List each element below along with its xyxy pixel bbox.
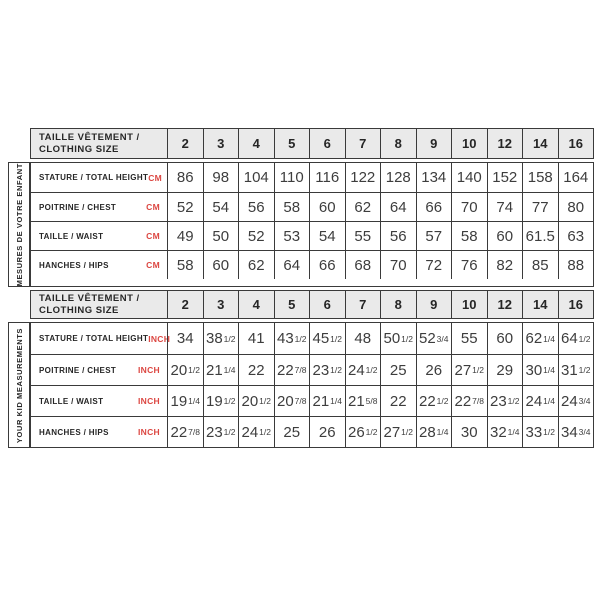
fraction: 1/2 (543, 427, 555, 438)
value-cell: 50 (203, 222, 239, 250)
value-cell: 122 (345, 163, 381, 192)
value-cell: 48 (345, 323, 381, 354)
value-cell: 41 (238, 323, 274, 354)
value-cell: 60 (309, 193, 345, 221)
cm-table (30, 162, 594, 287)
fraction: 1/4 (543, 365, 555, 376)
value-cell: 22 (380, 386, 416, 416)
value-cell: 62 1/4 (522, 323, 558, 354)
fraction: 1/4 (436, 427, 449, 438)
fraction: 7/8 (188, 427, 200, 438)
measurement-row (31, 163, 593, 192)
value-cell: 64 (380, 193, 416, 221)
measurement-row (31, 416, 593, 447)
value-cell: 61.5 (522, 222, 558, 250)
value-cell: 66 (309, 251, 345, 279)
value-cell: 24 3/4 (558, 386, 594, 416)
value-cell: 70 (451, 193, 487, 221)
value-cell: 55 (451, 323, 487, 354)
value-cell: 23 1/2 (203, 417, 239, 447)
value-cell: 19 1/4 (167, 386, 203, 416)
fraction: 1/2 (259, 427, 271, 438)
fraction: 1/4 (223, 365, 236, 376)
measurement-row (31, 250, 593, 279)
cm-side-label-box (8, 162, 30, 287)
fraction: 1/2 (223, 396, 236, 407)
value-cell: 50 1/2 (380, 323, 416, 354)
size-col-header: 4 (238, 129, 274, 158)
size-col-header: 2 (167, 129, 203, 158)
value-cell: 66 (416, 193, 452, 221)
unit-label: CM (146, 260, 160, 270)
inch-size-header-row (30, 290, 594, 319)
fraction: 1/4 (507, 427, 520, 438)
fraction: 1/2 (330, 365, 342, 376)
value-cell: 26 (309, 417, 345, 447)
fraction: 1/4 (188, 396, 200, 407)
size-col-header: 16 (558, 129, 594, 158)
value-cell: 86 (167, 163, 203, 192)
value-cell: 19 1/2 (203, 386, 239, 416)
measurement-label-cell (31, 193, 167, 221)
measurement-label-cell (31, 163, 167, 192)
cm-size-header-label (31, 129, 167, 158)
measurement-label: POITRINE / CHEST (39, 202, 117, 212)
size-col-header: 9 (416, 129, 452, 158)
value-cell: 164 (558, 163, 594, 192)
fraction: 3/4 (578, 396, 591, 407)
measurement-row (31, 221, 593, 250)
value-cell: 24 1/2 (345, 355, 381, 385)
value-cell: 128 (380, 163, 416, 192)
value-cell: 22 7/8 (451, 386, 487, 416)
size-col-header: 2 (167, 291, 203, 318)
value-cell: 88 (558, 251, 594, 279)
value-cell: 27 1/2 (451, 355, 487, 385)
fraction: 7/8 (294, 365, 307, 376)
measurement-label-cell (31, 386, 167, 416)
value-cell: 56 (238, 193, 274, 221)
value-cell: 24 1/2 (238, 417, 274, 447)
value-cell: 60 (203, 251, 239, 279)
value-cell: 52 3/4 (416, 323, 452, 354)
size-col-header: 12 (487, 129, 523, 158)
size-header-line2: CLOTHING SIZE (39, 143, 119, 155)
unit-label: CM (146, 231, 160, 241)
unit-label: INCH (138, 365, 160, 376)
fraction: 1/2 (578, 365, 591, 376)
value-cell: 74 (487, 193, 523, 221)
value-cell: 72 (416, 251, 452, 279)
fraction: 1/4 (543, 333, 555, 344)
size-col-header: 10 (451, 129, 487, 158)
value-cell: 29 (487, 355, 523, 385)
value-cell: 60 (487, 323, 523, 354)
value-cell: 134 (416, 163, 452, 192)
value-cell: 98 (203, 163, 239, 192)
value-cell: 62 (238, 251, 274, 279)
value-cell: 22 (238, 355, 274, 385)
value-cell: 62 (345, 193, 381, 221)
value-cell: 82 (487, 251, 523, 279)
value-cell: 70 (380, 251, 416, 279)
fraction: 1/2 (259, 396, 271, 407)
size-col-header: 14 (522, 129, 558, 158)
measurement-row (31, 192, 593, 221)
inch-size-header-label (31, 291, 167, 318)
value-cell: 104 (238, 163, 274, 192)
measurement-label: POITRINE / CHEST (39, 365, 117, 375)
size-col-header: 9 (416, 291, 452, 318)
value-cell: 30 1/4 (522, 355, 558, 385)
measurement-label-cell (31, 251, 167, 279)
value-cell: 85 (522, 251, 558, 279)
value-cell: 21 1/4 (309, 386, 345, 416)
unit-label: INCH (148, 333, 171, 344)
inch-section (8, 322, 594, 448)
value-cell: 45 1/2 (309, 323, 345, 354)
measurement-label: TAILLE / WAIST (39, 231, 104, 241)
measurement-label-cell (31, 323, 171, 354)
value-cell: 21 5/8 (345, 386, 381, 416)
value-cell: 33 1/2 (522, 417, 558, 447)
unit-label: CM (148, 172, 163, 183)
measurement-row (31, 385, 593, 416)
value-cell: 26 (416, 355, 452, 385)
unit-label: INCH (138, 396, 160, 407)
measurement-label: STATURE / TOTAL HEIGHT (39, 334, 149, 344)
value-cell: 116 (309, 163, 345, 192)
value-cell: 58 (274, 193, 310, 221)
value-cell: 25 (380, 355, 416, 385)
value-cell: 77 (522, 193, 558, 221)
fraction: 1/2 (294, 333, 307, 344)
measurement-label: HANCHES / HIPS (39, 427, 109, 437)
value-cell: 158 (522, 163, 558, 192)
value-cell: 22 7/8 (274, 355, 310, 385)
value-cell: 26 1/2 (345, 417, 381, 447)
size-col-header: 8 (380, 129, 416, 158)
measurement-row (31, 354, 593, 385)
measurement-label: STATURE / TOTAL HEIGHT (39, 173, 149, 182)
fraction: 1/2 (188, 365, 200, 376)
fraction: 1/4 (330, 396, 342, 407)
value-cell: 30 (451, 417, 487, 447)
value-cell: 76 (451, 251, 487, 279)
measurement-label: HANCHES / HIPS (39, 260, 109, 270)
value-cell: 23 1/2 (487, 386, 523, 416)
fraction: 1/2 (578, 333, 591, 344)
size-col-header: 3 (203, 129, 239, 158)
value-cell: 34 (167, 323, 203, 354)
size-col-header: 7 (345, 129, 381, 158)
value-cell: 54 (203, 193, 239, 221)
size-col-header: 7 (345, 291, 381, 318)
value-cell: 140 (451, 163, 487, 192)
fraction: 3/4 (436, 333, 449, 344)
measurement-label: TAILLE / WAIST (39, 396, 104, 406)
size-col-header: 6 (309, 291, 345, 318)
fraction: 1/2 (472, 365, 484, 376)
value-cell: 23 1/2 (309, 355, 345, 385)
fraction: 1/2 (401, 427, 413, 438)
cm-side-label: MESURES DE VOTRE ENFANT (14, 163, 24, 287)
size-col-header: 5 (274, 291, 310, 318)
fraction: 1/2 (223, 333, 236, 344)
value-cell: 49 (167, 222, 203, 250)
fraction: 3/4 (578, 427, 591, 438)
inch-table (30, 322, 594, 448)
value-cell: 28 1/4 (416, 417, 452, 447)
value-cell: 27 1/2 (380, 417, 416, 447)
value-cell: 21 1/4 (203, 355, 239, 385)
inch-side-label: YOUR KID MEASUREMENTS (14, 327, 24, 443)
fraction: 1/2 (330, 333, 342, 344)
size-header-line1: TAILLE VÊTEMENT / (39, 293, 140, 305)
size-col-header: 6 (309, 129, 345, 158)
value-cell: 52 (167, 193, 203, 221)
value-cell: 34 3/4 (558, 417, 594, 447)
cm-size-header-row (30, 128, 594, 159)
value-cell: 43 1/2 (274, 323, 310, 354)
size-col-header: 14 (522, 291, 558, 318)
size-col-header: 8 (380, 291, 416, 318)
fraction: 5/8 (365, 396, 378, 407)
fraction: 1/2 (507, 396, 520, 407)
size-header-line2: CLOTHING SIZE (39, 304, 119, 316)
value-cell: 64 (274, 251, 310, 279)
measurement-row (31, 323, 593, 354)
size-col-header: 16 (558, 291, 594, 318)
fraction: 1/2 (365, 365, 378, 376)
unit-label: CM (146, 202, 160, 212)
value-cell: 31 1/2 (558, 355, 594, 385)
value-cell: 58 (167, 251, 203, 279)
kids-size-chart (8, 128, 594, 448)
value-cell: 22 7/8 (167, 417, 203, 447)
value-cell: 25 (274, 417, 310, 447)
value-cell: 63 (558, 222, 594, 250)
value-cell: 55 (345, 222, 381, 250)
value-cell: 53 (274, 222, 310, 250)
fraction: 1/2 (401, 333, 413, 344)
value-cell: 22 1/2 (416, 386, 452, 416)
value-cell: 60 (487, 222, 523, 250)
value-cell: 54 (309, 222, 345, 250)
value-cell: 68 (345, 251, 381, 279)
size-col-header: 5 (274, 129, 310, 158)
value-cell: 32 1/4 (487, 417, 523, 447)
value-cell: 110 (274, 163, 310, 192)
cm-section (8, 162, 594, 287)
value-cell: 20 1/2 (238, 386, 274, 416)
value-cell: 56 (380, 222, 416, 250)
value-cell: 24 1/4 (522, 386, 558, 416)
value-cell: 38 1/2 (203, 323, 239, 354)
size-col-header: 3 (203, 291, 239, 318)
size-col-header: 10 (451, 291, 487, 318)
fraction: 1/2 (223, 427, 236, 438)
value-cell: 152 (487, 163, 523, 192)
value-cell: 64 1/2 (558, 323, 594, 354)
fraction: 7/8 (294, 396, 307, 407)
fraction: 1/4 (543, 396, 555, 407)
unit-label: INCH (138, 427, 160, 438)
value-cell: 20 1/2 (167, 355, 203, 385)
fraction: 1/2 (436, 396, 449, 407)
value-cell: 58 (451, 222, 487, 250)
inch-side-label-box (8, 322, 30, 448)
value-cell: 80 (558, 193, 594, 221)
measurement-label-cell (31, 355, 167, 385)
size-col-header: 12 (487, 291, 523, 318)
fraction: 1/2 (365, 427, 378, 438)
size-col-header: 4 (238, 291, 274, 318)
value-cell: 20 7/8 (274, 386, 310, 416)
size-header-line1: TAILLE VÊTEMENT / (39, 131, 140, 143)
measurement-label-cell (31, 417, 167, 447)
measurement-label-cell (31, 222, 167, 250)
fraction: 7/8 (472, 396, 484, 407)
value-cell: 52 (238, 222, 274, 250)
value-cell: 57 (416, 222, 452, 250)
